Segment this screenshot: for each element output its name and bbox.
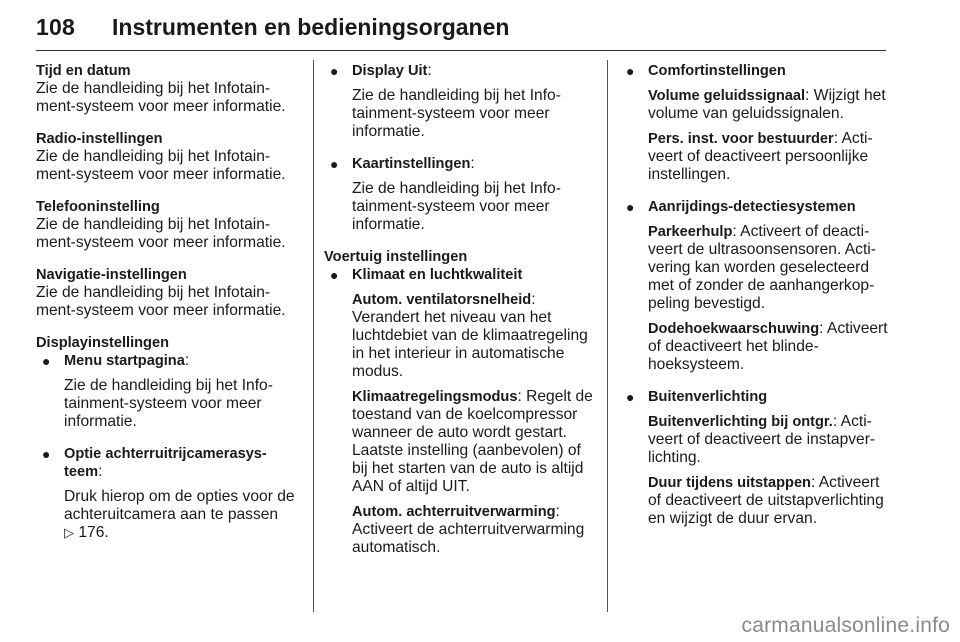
sub-item-text: : Activeert of deactiveert de instapverlichting. [648,413,876,466]
chapter-title: Instrumenten en bedieningsorganen [112,14,510,40]
section-title: Radio-instellingen [36,131,163,147]
bullet-klimaat [324,266,594,557]
section-display [36,334,300,542]
sub-item-text: : Activeert de achterruitverwarming automatisch. [352,503,585,556]
bullet-label: Display Uit [352,63,428,79]
section-title: Telefooninstelling [36,199,160,215]
bullet-icon: ● [42,353,51,369]
bullet-kaartinstellingen [324,155,594,234]
bullet-text: Zie de handleiding bij het Infotainment-systeem voor meer informatie. [352,180,561,233]
column-2 [324,62,594,571]
page-number: 108 [36,14,75,40]
bullet-achterruitrijcamera [36,445,300,542]
bullet-label: Comfortinstellingen [648,63,786,79]
page-reference-icon: ▷ [64,525,74,540]
sub-item-label: Volume geluidssignaal [648,88,806,104]
page-header [36,10,886,51]
section-title: Tijd en datum [36,63,131,79]
sub-item-label: Pers. inst. voor bestuurder [648,131,834,147]
section-title: Voertuig instellingen [324,249,468,265]
bullet-icon: ● [626,389,635,405]
bullet-label: Buitenverlichting [648,389,768,405]
bullet-buitenverlichting [620,388,890,528]
bullet-colon: : [184,352,190,369]
bullet-icon: ● [626,63,635,79]
bullet-menu-startpagina [36,352,300,431]
bullet-colon: : [470,155,475,172]
bullet-aanrijding [620,198,890,374]
watermark: carmanualsonline.info [741,614,950,637]
sub-item-text: : Activeert of deactiveert persoonlijke instellingen. [648,130,873,183]
bullet-display-uit [324,62,594,141]
sub-item-volume [648,87,890,123]
section-title: Displayinstellingen [36,335,169,351]
section-text: Zie de handleiding bij het Infotainment-systeem voor meer informatie. [36,80,286,115]
sub-item-label: Buitenverlichting bij ontgr. [648,414,833,430]
column-1 [36,62,300,556]
sub-item-text: : Verandert het niveau van het luchtdebiet van de klimaatregeling in het interieur in automatische modus. [352,291,588,380]
sub-item-text: : Wijzigt het volume van geluidssignalen. [648,87,886,122]
bullet-text: Zie de handleiding bij het Infotainment-systeem voor meer informatie. [64,377,273,430]
bullet-icon: ● [330,267,339,283]
column-divider [313,60,314,612]
column-divider [607,60,608,612]
sub-item-label: Autom. ventilatorsnelheid [352,292,532,308]
sub-item-dodehoek [648,320,890,374]
bullet-icon: ● [626,199,635,215]
sub-item-ventilator [352,291,594,381]
bullet-colon: : [427,62,432,79]
sub-item-text: : Activeert of deactiveert het blindehoeksysteem. [648,320,888,373]
bullet-label: Aanrijdings-detectiesystemen [648,199,856,215]
sub-item-parkeerhulp [648,223,890,313]
bullet-text: Zie de handleiding bij het Infotainment-systeem voor meer informatie. [352,87,561,140]
section-tijd [36,62,300,116]
sub-item-text: : Activeert of deactiveert de uitstapverlichting en wijzigt de duur ervan. [648,474,884,527]
sub-item-text: : Activeert of deactiveert de ultrasoonsensoren. Activering kan worden geselecteerd met of zonder de aanhangerkoppeling bevestigd. [648,223,876,312]
sub-item-label: Parkeerhulp [648,224,733,240]
bullet-text-content: Druk hierop om de opties voor de achteruitcamera aan te passen [64,488,295,523]
section-voertuig [324,248,594,557]
column-3 [620,62,890,542]
section-telefoon [36,198,300,252]
bullet-label: Optie achterruitrijcamerasysteem [64,446,267,480]
sub-item-ontgrendeling [648,413,890,467]
sub-item-klimaatregeling [352,388,594,496]
bullet-icon: ● [42,446,51,462]
sub-item-label: Duur tijdens uitstappen [648,475,811,491]
sub-item-uitstappen [648,474,890,528]
section-text: Zie de handleiding bij het Infotainment-systeem voor meer informatie. [36,148,286,183]
section-navigatie [36,266,300,320]
bullet-label: Menu startpagina [64,353,185,369]
bullet-comfort [620,62,890,184]
section-radio [36,130,300,184]
sub-item-pers-inst [648,130,890,184]
bullet-colon: : [98,463,103,480]
section-text: Zie de handleiding bij het Infotainment-systeem voor meer informatie. [36,284,286,319]
bullet-icon: ● [330,156,339,172]
section-text: Zie de handleiding bij het Infotainment-systeem voor meer informatie. [36,216,286,251]
page-reference: 176. [78,524,109,541]
bullet-label: Kaartinstellingen [352,156,471,172]
sub-item-achterruitverwarming [352,503,594,557]
sub-item-label: Klimaatregelingsmodus [352,389,518,405]
sub-item-label: Autom. achterruitverwarming [352,504,556,520]
section-title: Navigatie-instellingen [36,267,187,283]
bullet-icon: ● [330,63,339,79]
bullet-label: Klimaat en luchtkwaliteit [352,267,523,283]
bullet-text [64,488,300,542]
sub-item-label: Dodehoekwaarschuwing [648,321,820,337]
sub-item-text: : Regelt de toestand van de koelcompressor wanneer de auto wordt gestart. Laatste instelling (aanbevolen) of bij het starten van de auto is altijd AAN of altijd UIT. [352,388,593,495]
